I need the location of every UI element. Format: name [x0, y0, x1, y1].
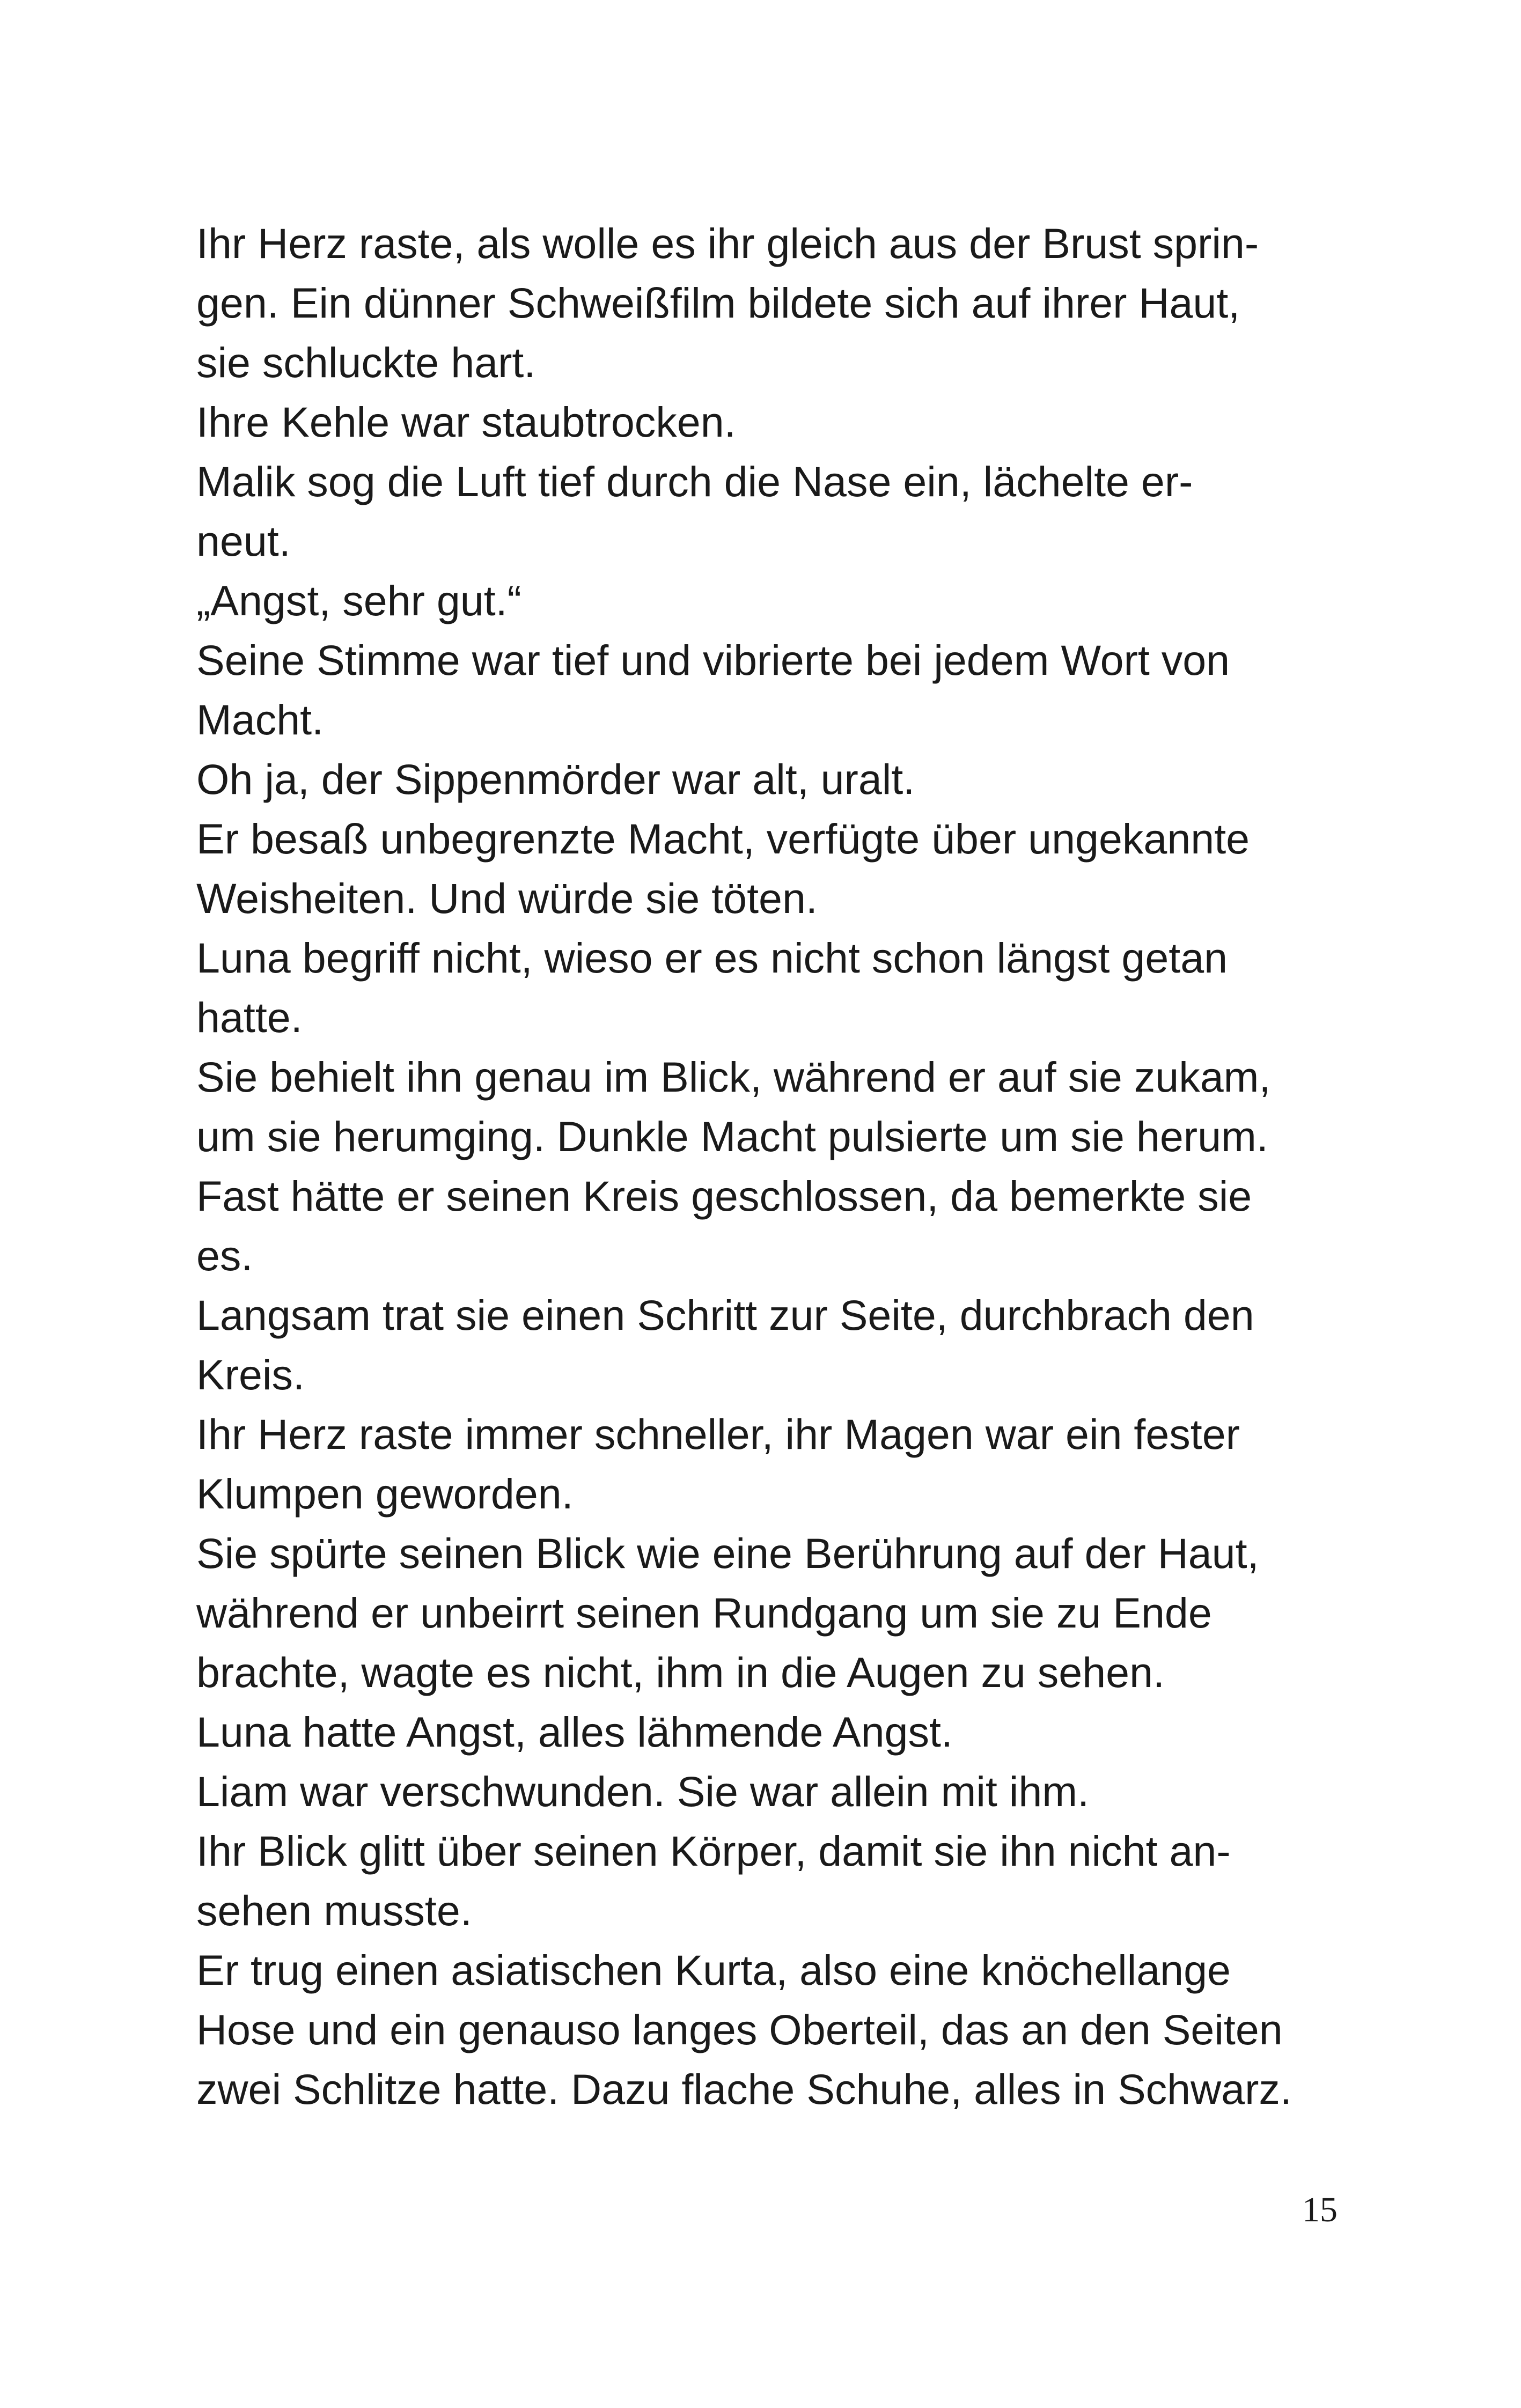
body-text: [196, 213, 1355, 2119]
page-number: 15: [1302, 2190, 1338, 2229]
text-line: Macht.: [196, 696, 324, 743]
text-line: Er besaß unbegrenzte Macht, verfügte über ungekannte: [196, 815, 1250, 863]
text-line: Hose und ein genauso langes Oberteil, das an den Seiten: [196, 2006, 1283, 2053]
text-line: zwei Schlitze hatte. Dazu flache Schuhe, alles in Schwarz.: [196, 2065, 1292, 2113]
text-line: „Angst, sehr gut.“: [196, 577, 521, 624]
text-line: Liam war verschwunden. Sie war allein mit ihm.: [196, 1768, 1090, 1815]
text-line: Er trug einen asiatischen Kurta, also eine knöchellange: [196, 1946, 1231, 1994]
text-line: Klumpen geworden.: [196, 1470, 574, 1518]
text-line: Malik sog die Luft tief durch die Nase ein, lächelte er-: [196, 458, 1193, 505]
text-line: neut.: [196, 517, 291, 565]
text-line: Fast hätte er seinen Kreis geschlossen, da bemerkte sie: [196, 1172, 1252, 1220]
text-line: Seine Stimme war tief und vibrierte bei jedem Wort von: [196, 636, 1230, 684]
text-line: Weisheiten. Und würde sie töten.: [196, 874, 818, 922]
text-line: sie schluckte hart.: [196, 338, 536, 386]
text-line: Ihr Herz raste immer schneller, ihr Magen war ein fester: [196, 1410, 1240, 1458]
text-line: Ihr Blick glitt über seinen Körper, damit sie ihn nicht an-: [196, 1827, 1231, 1875]
text-line: Sie spürte seinen Blick wie eine Berührung auf der Haut,: [196, 1529, 1259, 1577]
text-line: hatte.: [196, 993, 303, 1041]
text-line: um sie herumging. Dunkle Macht pulsierte um sie herum.: [196, 1113, 1268, 1160]
text-line: sehen musste.: [196, 1887, 472, 1934]
text-line: Ihre Kehle war staubtrocken.: [196, 398, 736, 446]
text-line: brachte, wagte es nicht, ihm in die Augen zu sehen.: [196, 1648, 1165, 1696]
text-line: Oh ja, der Sippenmörder war alt, uralt.: [196, 755, 915, 803]
text-line: Langsam trat sie einen Schritt zur Seite, durchbrach den: [196, 1291, 1254, 1339]
text-line: Ihr Herz raste, als wolle es ihr gleich aus der Brust sprin-: [196, 219, 1259, 267]
text-line: während er unbeirrt seinen Rundgang um sie zu Ende: [196, 1589, 1212, 1637]
text-line: Kreis.: [196, 1351, 305, 1398]
text-line: Sie behielt ihn genau im Blick, während er auf sie zukam,: [196, 1053, 1271, 1101]
text-line: Luna begriff nicht, wieso er es nicht schon längst getan: [196, 934, 1228, 982]
text-line: gen. Ein dünner Schweißfilm bildete sich auf ihrer Haut,: [196, 279, 1240, 327]
text-line: es.: [196, 1232, 253, 1279]
text-line: Luna hatte Angst, alles lähmende Angst.: [196, 1708, 953, 1756]
